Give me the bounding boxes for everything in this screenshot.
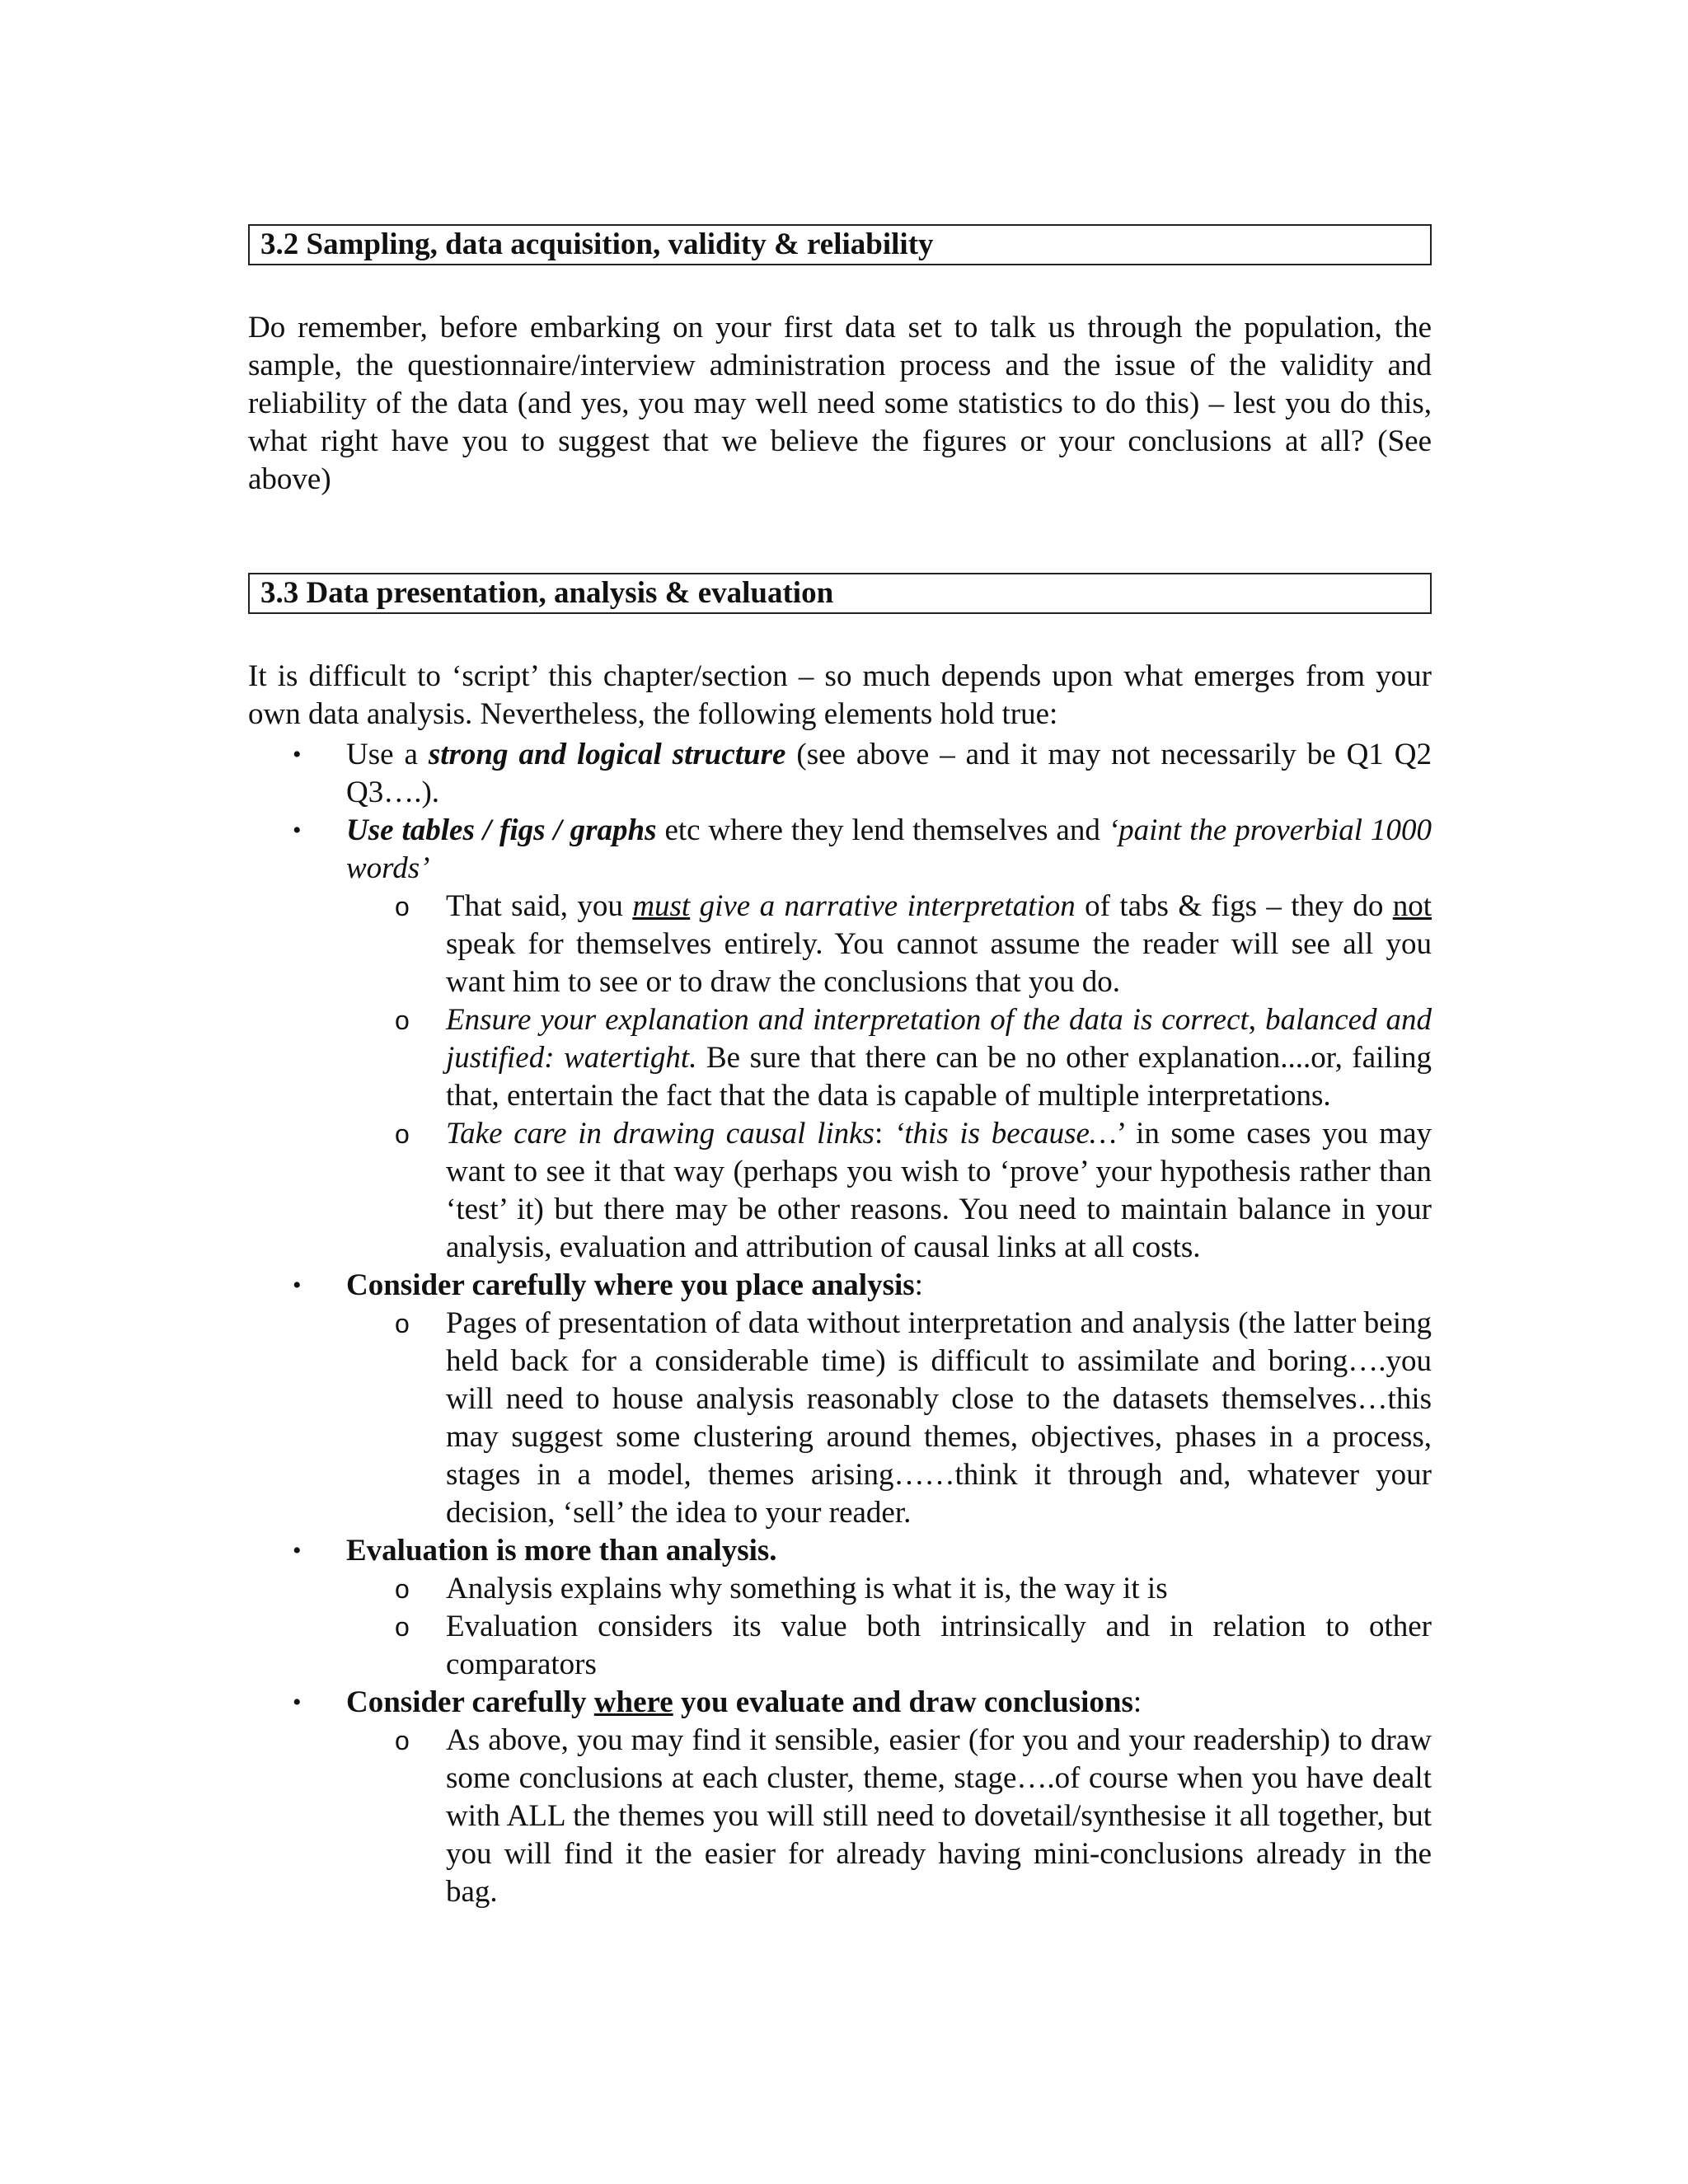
text-run: : xyxy=(1132,1685,1142,1719)
italic-text: ‘paint the proverbial 1000 words’ xyxy=(346,813,1432,885)
sub-bullet-marker: o xyxy=(395,1309,410,1338)
bullet-structure xyxy=(248,736,1432,812)
bullet-marker: • xyxy=(293,1272,302,1299)
guidelines-list xyxy=(248,736,1432,1911)
underlined-text: where xyxy=(593,1685,673,1719)
underlined-text: must xyxy=(632,889,691,923)
sub-item-text xyxy=(446,888,1432,1001)
text-run: : xyxy=(914,1268,923,1302)
italic-text: ‘this is because… xyxy=(893,1117,1117,1151)
section-3-2-paragraph: Do remember, before embarking on your first data set to talk us through the population, the sample, the questionnaire/interview administration process and the issue of the validity and reliability of the data (and yes, you may well need some statistics to do this) – lest you do this, what right have you to suggest that we believe the figures or your conclusions at all? (See above) xyxy=(248,311,1432,496)
bullet-text xyxy=(346,1267,1432,1305)
section-3-2-heading-text: 3.2 Sampling, data acquisition, validity & reliability xyxy=(260,227,934,261)
text-run: Use a xyxy=(346,738,429,771)
bullet-evaluation xyxy=(248,1532,1432,1684)
text-run: : xyxy=(874,1117,894,1151)
sub-item-text xyxy=(446,1001,1432,1115)
italic-text: give a narrative interpretation xyxy=(690,889,1076,923)
section-3-3-intro: It is difficult to ‘script’ this chapter/section – so much depends upon what emerges from your own data analysis. Nevertheless, the following elements hold true: xyxy=(248,659,1432,731)
sub-bullet-marker: o xyxy=(395,1612,410,1642)
sub-item-text: Analysis explains why something is what it is, the way it is xyxy=(446,1572,1168,1605)
sub-item-explanation xyxy=(248,1001,1432,1115)
bold-text: Consider carefully where you place analysis xyxy=(346,1268,915,1302)
section-3-3-heading-text: 3.3 Data presentation, analysis & evaluation xyxy=(260,576,834,610)
sub-bullet-marker: o xyxy=(395,1119,410,1149)
sub-item-text: Evaluation considers its value both intrinsically and in relation to other comparators xyxy=(446,1610,1432,1681)
underlined-text: not xyxy=(1392,889,1432,923)
bullet-conclusions xyxy=(248,1684,1432,1911)
bold-text: Consider carefully xyxy=(346,1685,594,1719)
text-run: That said, you xyxy=(446,889,633,923)
sub-item-text: Pages of presentation of data without interpretation and analysis (the latter being held back for a considerable time) is difficult to assimilate and boring….you will need to house analysis reasonably close to the datasets themselves…this may suggest some clustering around themes, objectives, phases in a process, stages in a model, themes arising……think it through and, whatever your decision, ‘sell’ the idea to your reader. xyxy=(446,1306,1432,1530)
bullet-tables-figs xyxy=(248,812,1432,1267)
text-run: speak for themselves entirely. You cannot assume the reader will see all you want him to see or to draw the conclusions that you do. xyxy=(446,927,1432,999)
sub-item-mini-conclusions xyxy=(248,1722,1432,1911)
bullet-marker: • xyxy=(293,817,302,844)
bold-text: you evaluate and draw conclusions xyxy=(673,1685,1133,1719)
text-run: , xyxy=(1248,1003,1265,1037)
text-run: of tabs & figs – they do xyxy=(1075,889,1393,923)
sub-item-analysis-explains xyxy=(248,1570,1432,1608)
sub-bullet-marker: o xyxy=(395,1574,410,1604)
bullet-place-analysis xyxy=(248,1267,1432,1532)
sub-item-causal-links xyxy=(248,1115,1432,1267)
text-run: Be sure that there can be no other explanation....or, failing that, entertain the fact that the data is capable of multiple interpretations. xyxy=(446,1041,1432,1113)
italic-text: Take care in drawing causal links xyxy=(446,1117,874,1151)
sub-bullet-marker: o xyxy=(395,1005,410,1035)
text-run: ’ in some cases you may want to see it that way (perhaps you wish to ‘prove’ your hypothesis rather than ‘test’ it) but there may be other reasons. You need to maintain balance in your analysis, evaluation and attribution of causal links at all costs. xyxy=(446,1117,1432,1264)
emphasis-text: strong and logical structure xyxy=(428,738,786,771)
bullet-marker: • xyxy=(293,1689,302,1716)
sub-item-text xyxy=(446,1115,1432,1267)
bullet-marker: • xyxy=(293,741,302,768)
sub-item-presentation xyxy=(248,1305,1432,1532)
italic-text: balanced and justified: watertight. xyxy=(446,1003,1432,1075)
sub-bullet-marker: o xyxy=(395,1726,410,1755)
sub-item-narrative xyxy=(248,888,1432,1001)
bullet-text xyxy=(346,736,1432,812)
text-run: etc where they lend themselves and xyxy=(656,813,1109,847)
bullet-text xyxy=(346,812,1432,888)
text-run: (see above – and it may not necessarily be Q1 Q2 Q3….). xyxy=(346,738,1432,809)
section-3-2-heading xyxy=(248,224,1432,265)
sub-item-text: As above, you may find it sensible, easier (for you and your readership) to draw some conclusions at each cluster, theme, stage….of course when you have dealt with ALL the themes you will still need to dovetail/synthesise it all together, but you will find it the easier for already having mini-conclusions already in the bag. xyxy=(446,1723,1432,1909)
bullet-marker: • xyxy=(293,1537,302,1564)
sub-bullet-marker: o xyxy=(395,892,410,921)
emphasis-text: Use tables / figs / graphs xyxy=(346,813,657,847)
section-3-3-heading xyxy=(248,573,1432,614)
bullet-text: Evaluation is more than analysis. xyxy=(346,1534,777,1568)
italic-text: Ensure your explanation and interpretation of the data is correct xyxy=(446,1003,1249,1037)
sub-item-evaluation-considers xyxy=(248,1608,1432,1684)
bullet-text xyxy=(346,1684,1432,1722)
